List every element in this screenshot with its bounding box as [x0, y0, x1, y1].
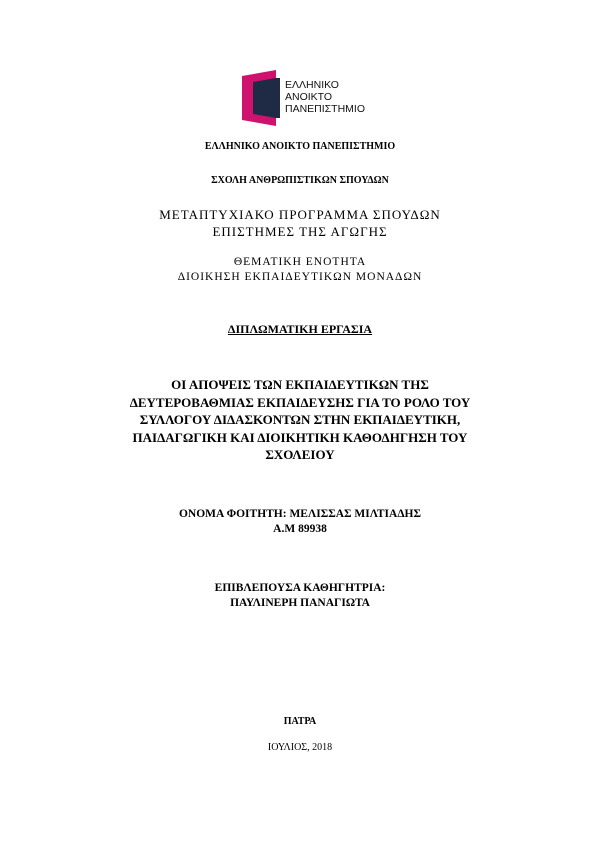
logo-line-3: ΠΑΝΕΠΙΣΤΗΜΙΟ — [285, 103, 365, 115]
school-name: ΣΧΟΛΗ ΑΝΘΡΩΠΙΣΤΙΚΩΝ ΣΠΟΥΔΩΝ — [211, 175, 389, 186]
supervisor-label: ΕΠΙΒΛΕΠΟΥΣΑ ΚΑΘΗΓΗΤΡΙΑ: — [214, 582, 386, 594]
university-logo-text — [285, 79, 365, 115]
program-line-1: ΜΕΤΑΠΤΥΧΙΑΚΟ ΠΡΟΓΡΑΜΜΑ ΣΠΟΥΔΩΝ — [159, 207, 441, 222]
city: ΠΑΤΡΑ — [283, 716, 317, 727]
thesis-title-line-5: ΣΧΟΛΕΙΟΥ — [265, 447, 335, 462]
document-type: ΔΙΠΛΩΜΑΤΙΚΗ ΕΡΓΑΣΙΑ — [227, 322, 373, 336]
thesis-title-line-1: ΟΙ ΑΠΟΨΕΙΣ ΤΩΝ ΕΚΠΑΙΔΕΥΤΙΚΩΝ ΤΗΣ — [171, 377, 429, 392]
student-id: Α.Μ 89938 — [273, 523, 327, 535]
logo-line-1: ΕΛΛΗΝΙΚΟ — [285, 79, 339, 91]
program-line-2: ΕΠΙΣΤΗΜΕΣ ΤΗΣ ΑΓΩΓΗΣ — [212, 224, 388, 239]
university-logo — [242, 70, 372, 126]
unit-line-1: ΘΕΜΑΤΙΚΗ ΕΝΟΤΗΤΑ — [233, 256, 367, 268]
date: ΙΟΥΛΙΟΣ, 2018 — [267, 742, 333, 753]
supervisor-name: ΠΑΥΛΙΝΕΡΗ ΠΑΝΑΓΙΩΤΑ — [230, 597, 370, 609]
unit-line-2: ΔΙΟΙΚΗΣΗ ΕΚΠΑΙΔΕΥΤΙΚΩΝ ΜΟΝΑΔΩΝ — [177, 271, 423, 283]
university-logo-mark-icon — [242, 70, 282, 126]
student-name: ΟΝΟΜΑ ΦΟΙΤΗΤΗ: ΜΕΛΙΣΣΑΣ ΜΙΛΤΙΑΔΗΣ — [178, 508, 422, 520]
thesis-title-line-3: ΣΥΛΛΟΓΟΥ ΔΙΔΑΣΚΟΝΤΩΝ ΣΤΗΝ ΕΚΠΑΙΔΕΥΤΙΚΗ, — [139, 412, 461, 427]
thesis-title-line-4: ΠΑΙΔΑΓΩΓΙΚΗ ΚΑΙ ΔΙΟΙΚΗΤΙΚΗ ΚΑΘΟΔΗΓΗΣΗ ΤΟΥ — [132, 429, 468, 445]
university-name: ΕΛΛΗΝΙΚΟ ΑΝΟΙΚΤΟ ΠΑΝΕΠΙΣΤΗΜΙΟ — [204, 141, 396, 152]
logo-line-2: ΑΝΟΙΚΤΟ — [285, 91, 333, 103]
thesis-title-line-2: ΔΕΥΤΕΡΟΒΑΘΜΙΑΣ ΕΚΠΑΙΔΕΥΣΗΣ ΓΙΑ ΤΟ ΡΟΛΟ ΤΟΥ — [129, 394, 471, 410]
